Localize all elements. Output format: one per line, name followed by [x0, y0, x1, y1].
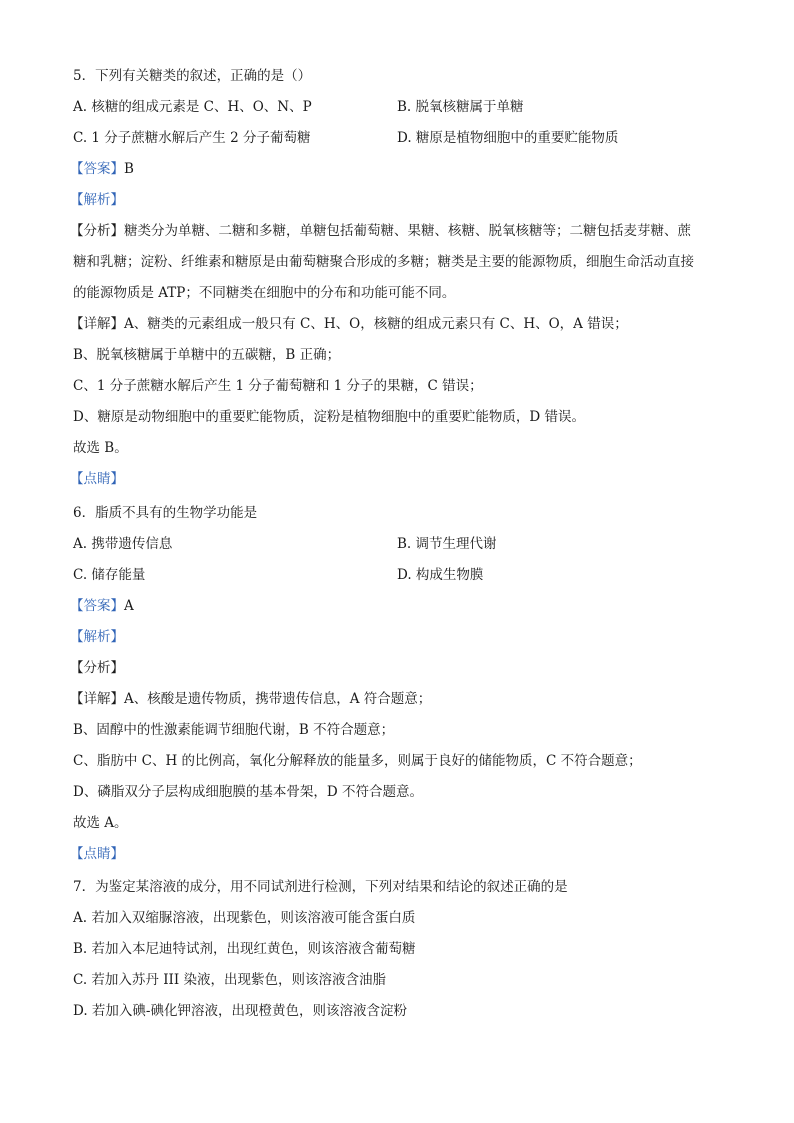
q5-dianjing-tag: 【点睛】 — [70, 471, 124, 487]
fenxi-text: 糖类分为单糖、二糖和多糖，单糖包括葡萄糖、果糖、核糖、脱氧核糖等；二糖包括麦芽糖、蔗 — [124, 223, 691, 239]
q5-xiangjie-a — [70, 314, 720, 334]
answer-value: B — [124, 161, 134, 177]
q5-xiangjie-b: B、脱氧核糖属于单糖中的五碳糖，B 正确； — [73, 347, 341, 363]
xiangjie-text: A、糖类的元素组成一般只有 C、H、O，核糖的组成元素只有 C、H、O，A 错误； — [124, 316, 628, 332]
q7-option-c: C. 若加入苏丹 III 染液，出现紫色，则该溶液含油脂 — [73, 972, 387, 988]
q7-option-d: D. 若加入碘-碘化钾溶液，出现橙黄色，则该溶液含淀粉 — [73, 1003, 407, 1019]
answer-tag: 【答案】 — [70, 161, 124, 177]
q6-analysis-tag: 【解析】 — [70, 629, 124, 645]
q6-conclusion: 故选 A。 — [73, 815, 128, 831]
q5-xiangjie-d: D、糖原是动物细胞中的重要贮能物质，淀粉是植物细胞中的重要贮能物质，D 错误。 — [73, 409, 585, 425]
q5-analysis-tag: 【解析】 — [70, 192, 124, 208]
q6-xiangjie-d: D、磷脂双分子层构成细胞膜的基本骨架，D 不符合题意。 — [73, 784, 423, 800]
q6-fenxi-tag: 【分析】 — [70, 660, 124, 676]
q5-option-d: D. 糖原是植物细胞中的重要贮能物质 — [397, 130, 619, 146]
q6-option-d: D. 构成生物膜 — [397, 567, 484, 583]
q5-stem: 5．下列有关糖类的叙述，正确的是（） — [73, 68, 312, 84]
q5-option-b: B. 脱氧核糖属于单糖 — [397, 99, 524, 115]
q5-conclusion: 故选 B。 — [73, 440, 128, 456]
q6-stem: 6．脂质不具有的生物学功能是 — [73, 505, 258, 521]
q7-option-b: B. 若加入本尼迪特试剂，出现红黄色，则该溶液含葡萄糖 — [73, 941, 416, 957]
xiangjie-tag: 【详解】 — [70, 691, 124, 707]
fenxi-tag: 【分析】 — [70, 223, 124, 239]
answer-tag: 【答案】 — [70, 598, 124, 614]
q6-xiangjie-a — [70, 689, 720, 709]
q6-xiangjie-b: B、固醇中的性激素能调节细胞代谢，B 不符合题意； — [73, 722, 395, 738]
q7-stem: 7．为鉴定某溶液的成分，用不同试剂进行检测，下列对结果和结论的叙述正确的是 — [73, 879, 568, 895]
q5-option-c: C. 1 分子蔗糖水解后产生 2 分子葡萄糖 — [73, 130, 311, 146]
q5-fenxi-line-2: 糖和乳糖；淀粉、纤维素和糖原是由葡萄糖聚合形成的多糖；糖类是主要的能源物质，细胞生命活动直接 — [73, 254, 694, 270]
q7-option-a: A. 若加入双缩脲溶液，出现紫色，则该溶液可能含蛋白质 — [73, 910, 416, 926]
q6-answer — [70, 596, 720, 616]
xiangjie-text: A、核酸是遗传物质，携带遗传信息，A 符合题意； — [124, 691, 432, 707]
xiangjie-tag: 【详解】 — [70, 316, 124, 332]
q6-option-c: C. 储存能量 — [73, 567, 146, 583]
q5-xiangjie-c: C、1 分子蔗糖水解后产生 1 分子葡萄糖和 1 分子的果糖，C 错误； — [73, 378, 483, 394]
q6-dianjing-tag: 【点睛】 — [70, 846, 124, 862]
q5-fenxi-line-3: 的能源物质是 ATP；不同糖类在细胞中的分布和功能可能不同。 — [73, 285, 456, 301]
q6-option-a: A. 携带遗传信息 — [73, 536, 173, 552]
q5-answer — [70, 159, 720, 179]
q6-xiangjie-c: C、脂肪中 C、H 的比例高，氧化分解释放的能量多，则属于良好的储能物质，C 不符合题意； — [73, 753, 642, 769]
q5-option-a: A. 核糖的组成元素是 C、H、O、N、P — [73, 99, 312, 115]
answer-value: A — [124, 598, 134, 614]
q5-fenxi-line-1 — [70, 221, 720, 241]
q6-option-b: B. 调节生理代谢 — [397, 536, 497, 552]
